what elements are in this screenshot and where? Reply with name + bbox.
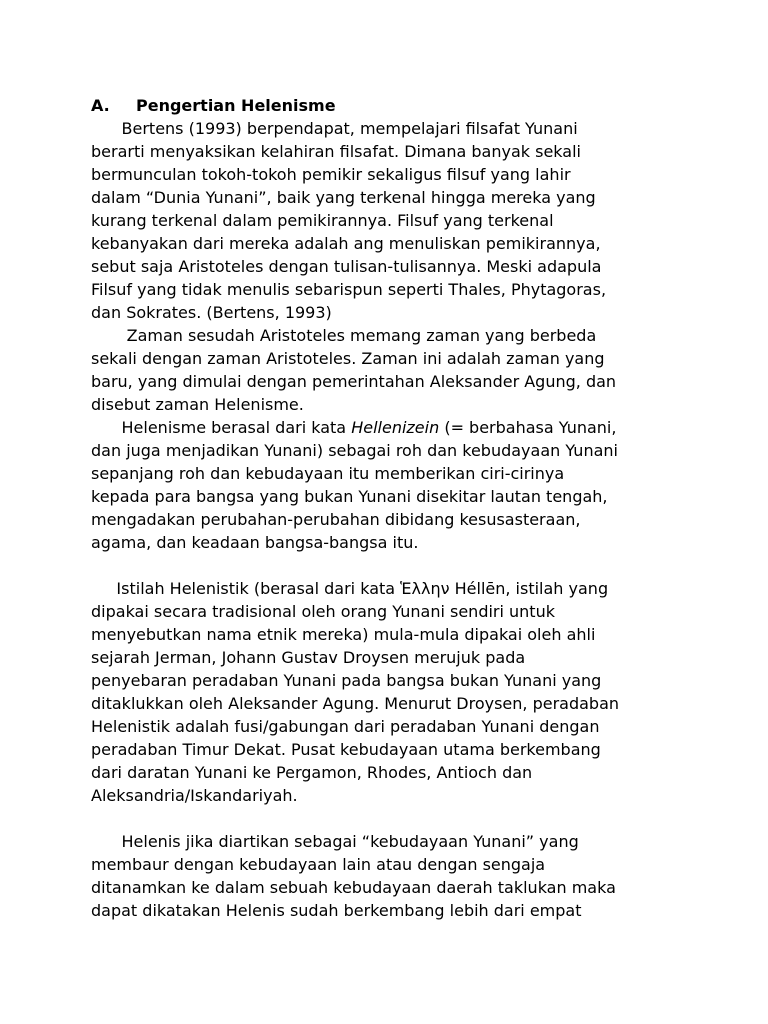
text-line: Helenistik adalah fusi/gabungan dari peradaban Yunani dengan [91, 717, 600, 736]
text-line: Bertens (1993) berpendapat, mempelajari filsafat Yunani [91, 119, 578, 138]
text-line: sejarah Jerman, Johann Gustav Droysen merujuk pada [91, 648, 526, 667]
text-line: dipakai secara tradisional oleh orang Yunani sendiri untuk [91, 602, 555, 621]
text-line: kebanyakan dari mereka adalah ang menuliskan pemikirannya, [91, 234, 601, 253]
text-line: dan juga menjadikan Yunani) sebagai roh dan kebudayaan Yunani [91, 441, 618, 460]
paragraph-zaman [91, 324, 691, 416]
section-heading [91, 94, 691, 117]
text-line: sebut saja Aristoteles dengan tulisan-tulisannya. Meski adapula [91, 257, 602, 276]
text-line: Zaman sesudah Aristoteles memang zaman yang berbeda [91, 326, 597, 345]
text-segment: (= berbahasa Yunani, [439, 418, 617, 437]
text-line: sepanjang roh dan kebudayaan itu memberikan ciri-cirinya [91, 464, 565, 483]
section-title: Pengertian Helenisme [136, 96, 336, 115]
text-line [91, 416, 691, 439]
text-line: disebut zaman Helenisme. [91, 395, 304, 414]
section-number: A. [91, 96, 110, 115]
text-line: agama, dan keadaan bangsa-bangsa itu. [91, 533, 419, 552]
text-line: dalam “Dunia Yunani”, baik yang terkenal hingga mereka yang [91, 188, 596, 207]
text-line: Helenis jika diartikan sebagai “kebudayaan Yunani” yang [91, 832, 579, 851]
paragraph-helenisme [91, 416, 691, 554]
paragraph-spacer [91, 807, 691, 830]
text-line: dan Sokrates. (Bertens, 1993) [91, 303, 332, 322]
text-line: penyebaran peradaban Yunani pada bangsa bukan Yunani yang [91, 671, 602, 690]
text-line: menyebutkan nama etnik mereka) mula-mula dipakai oleh ahli [91, 625, 596, 644]
paragraph-helenis [91, 830, 691, 922]
text-line: dapat dikatakan Helenis sudah berkembang lebih dari empat [91, 901, 582, 920]
text-line: mengadakan perubahan-perubahan dibidang kesusasteraan, [91, 510, 581, 529]
italic-term: Hellenizein [351, 418, 440, 437]
text-line: berarti menyaksikan kelahiran filsafat. Dimana banyak sekali [91, 142, 581, 161]
text-line: kurang terkenal dalam pemikirannya. Filsuf yang terkenal [91, 211, 554, 230]
text-line: Filsuf yang tidak menulis sebarispun seperti Thales, Phytagoras, [91, 280, 607, 299]
document-page [91, 94, 691, 922]
text-line: bermunculan tokoh-tokoh pemikir sekaligus filsuf yang lahir [91, 165, 571, 184]
text-line: Aleksandria/Iskandariyah. [91, 786, 298, 805]
text-line: ditanamkan ke dalam sebuah kebudayaan daerah taklukan maka [91, 878, 616, 897]
text-line: sekali dengan zaman Aristoteles. Zaman ini adalah zaman yang [91, 349, 605, 368]
paragraph-spacer [91, 554, 691, 577]
text-segment: Helenisme berasal dari kata [91, 418, 352, 437]
text-line: ditaklukkan oleh Aleksander Agung. Menurut Droysen, peradaban [91, 694, 620, 713]
text-line: baru, yang dimulai dengan pemerintahan Aleksander Agung, dan [91, 372, 617, 391]
paragraph-istilah [91, 577, 691, 807]
text-line: dari daratan Yunani ke Pergamon, Rhodes, Antioch dan [91, 763, 533, 782]
text-line: kepada para bangsa yang bukan Yunani disekitar lautan tengah, [91, 487, 608, 506]
text-line: peradaban Timur Dekat. Pusat kebudayaan utama berkembang [91, 740, 601, 759]
text-line: Istilah Helenistik (berasal dari kata Ἑλλην Héllēn, istilah yang [91, 579, 609, 598]
paragraph-bertens [91, 117, 691, 324]
text-line: membaur dengan kebudayaan lain atau dengan sengaja [91, 855, 546, 874]
